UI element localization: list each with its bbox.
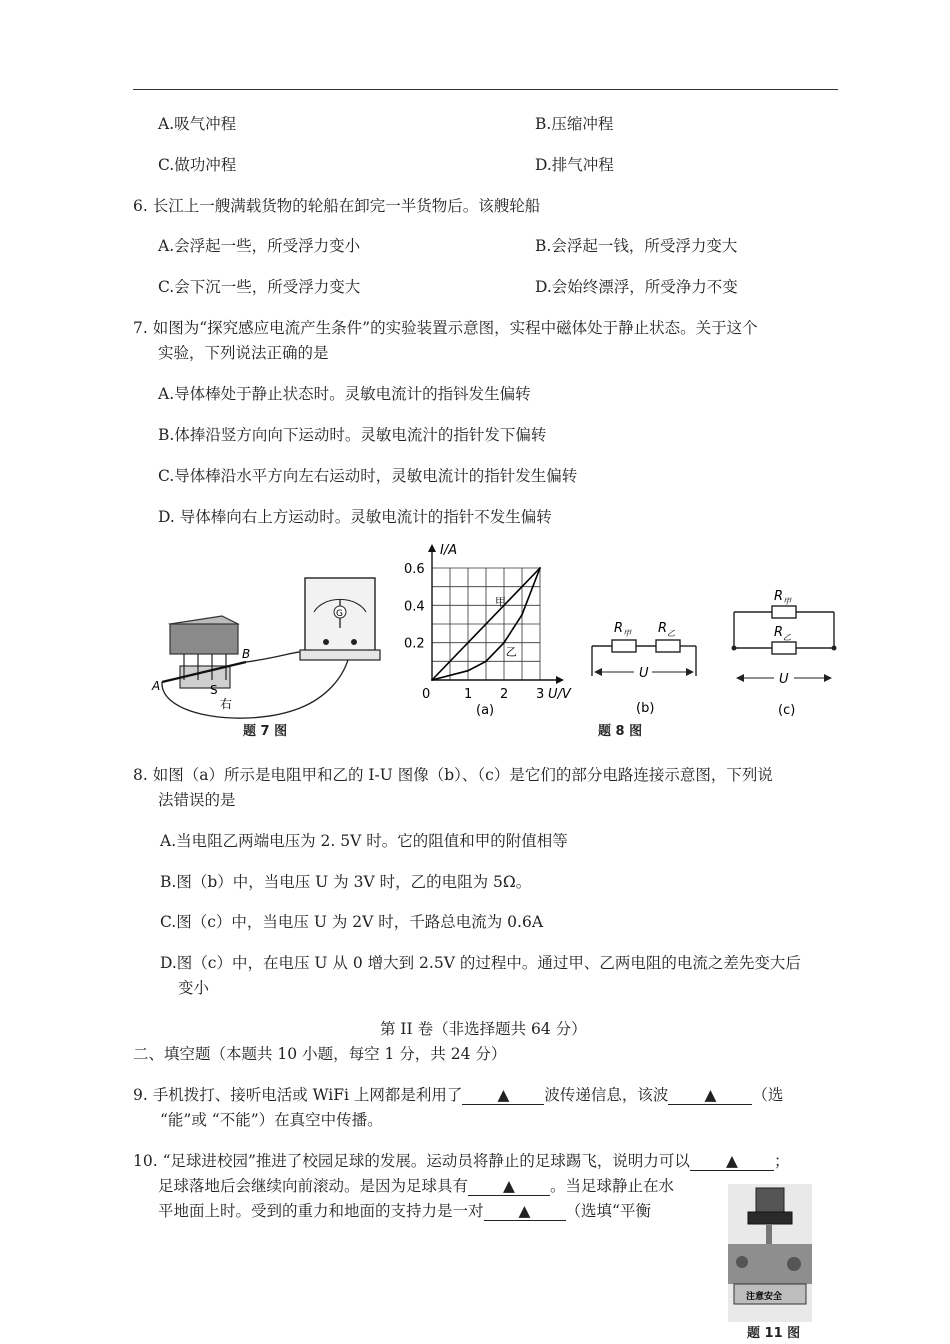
q6-option-a: A.会浮起一些，所受浮力变小 <box>158 237 361 255</box>
q9-line1: 9. 手机拨打、接听电活或 WiFi 上网都是利用了 ▲ 波传递信息，该波 ▲ （选 <box>133 1086 784 1104</box>
resistor-yi-parallel <box>772 642 796 654</box>
series-label-yi: 乙 <box>505 645 517 659</box>
q6-option-d: D.会始终漂浮，所受浄力不变 <box>535 278 738 296</box>
q7-option-b: B.体捧沿竖方向向下运动时。灵敏电流汁的指针发下偏转 <box>158 426 547 444</box>
svg-text:R甲: $R_甲$ <box>614 621 632 638</box>
x-tick-label: 1 <box>464 687 473 702</box>
q8-stem-line1: 8. 如图（a）所示是电阻甲和乙的 I-U 图像（b）、（c）是它们的部分电路连接示意图，下列说 <box>133 766 773 784</box>
q5-option-a: A.吸气冲程 <box>158 115 237 133</box>
q8-option-b: B.图（b）中，当电压 U 为 3V 时，乙的电阻为 5Ω。 <box>160 873 532 891</box>
q5-option-d: D.排气冲程 <box>535 156 614 174</box>
q7-option-c: C.导体棒沿水平方向左右运动时，灵敏电流计的指针发生偏转 <box>158 467 578 485</box>
chart-panel-label: (a) <box>476 703 495 718</box>
figure-11-photo <box>728 1184 812 1322</box>
figure-7 <box>150 568 390 744</box>
q5-option-b: B.压缩冲程 <box>535 115 614 133</box>
solar-panel-icon <box>756 1188 784 1212</box>
circuit-b-label: (b) <box>636 701 655 716</box>
q5-option-c: C.做功冲程 <box>158 156 237 174</box>
section-2-heading: 二、填空题（本题共 10 小题，每空 1 分，共 24 分） <box>133 1045 507 1063</box>
magnet-top-block <box>170 624 238 654</box>
voltage-label-b: U <box>639 666 649 681</box>
q10-line1: 10. “足球进校园”推进了校园足球的发展。运动员将静止的足球踢飞，说明力可以 ▲ ； <box>133 1152 790 1170</box>
y-axis-label: I/A <box>440 543 458 558</box>
figure-7-caption: 题 7 图 <box>243 724 288 739</box>
label-right: 右 <box>220 697 233 711</box>
data-point <box>485 660 487 662</box>
series-label-jia: 甲 <box>495 595 506 609</box>
y-tick-label: 0.4 <box>404 599 425 615</box>
voltage-label-c: U <box>779 672 789 687</box>
q6-stem: 6. 长江上一艘满载货物的轮船在卸完一半货物后。该艘轮船 <box>133 197 541 215</box>
q8-option-c: C.图（c）中，当电压 U 为 2V 时，千路总电流为 0.6A <box>160 913 544 931</box>
figure-8a-chart <box>400 540 590 720</box>
q10-blank-2[interactable]: ▲ <box>468 1177 550 1196</box>
q7-option-a: A.导体棒处于静止状态时。灵敏电流计的指钭发生偏转 <box>158 385 531 403</box>
q9-blank-2[interactable]: ▲ <box>668 1086 752 1105</box>
fig11-sign-text: 注意安全 <box>746 1292 783 1302</box>
x-axis-label: U/V <box>548 687 571 702</box>
section-2-title: 第 II 卷（非选择题共 64 分） <box>380 1020 587 1038</box>
figure-11-caption: 题 11 图 <box>747 1326 801 1341</box>
data-point <box>521 614 523 616</box>
q9-blank-1[interactable]: ▲ <box>462 1086 544 1105</box>
q10-blank-1[interactable]: ▲ <box>690 1152 774 1171</box>
x-tick-label: 3 <box>536 687 545 702</box>
x-axis-arrow <box>556 676 564 684</box>
y-tick-label: 0.2 <box>404 636 425 652</box>
q7-option-d: D. 导体棒向右上方运动时。灵敏电流计的指针不发生偏转 <box>158 508 552 526</box>
iu-chart-svg <box>400 540 590 720</box>
data-point <box>467 670 469 672</box>
figure-8b-circuit <box>588 612 706 722</box>
label-a: A <box>152 679 161 693</box>
data-point <box>539 567 541 569</box>
q6-option-b: B.会浮起一钱，所受浮力变大 <box>535 237 738 255</box>
q8-option-d-line1: D.图（c）中，在电压 U 从 0 增大到 2.5V 的过程中。通过甲、乙两电阻的电流之差先变大后 <box>160 954 801 972</box>
data-point <box>503 642 505 644</box>
q10-line2: 足球落地后会继续向前滚动。是因为足球具有 ▲ 。当足球静止在水 <box>158 1177 675 1195</box>
q10-line3: 平地面上时。受到的重力和地面的支持力是一对 ▲ （选填“平衡 <box>158 1202 651 1220</box>
circuit-c-label: (c) <box>778 703 796 718</box>
label-g: G <box>336 609 343 619</box>
figure-8c-circuit <box>728 586 840 722</box>
svg-text:R甲: $R_甲$ <box>774 589 792 606</box>
label-b: B <box>242 647 251 661</box>
warning-light-icon <box>748 1212 792 1224</box>
q10-blank-3[interactable]: ▲ <box>484 1202 566 1221</box>
resistor-yi <box>656 640 680 652</box>
data-point <box>431 679 433 681</box>
resistor-jia <box>612 640 636 652</box>
svg-text:R乙: $R_乙$ <box>774 625 792 642</box>
q7-stem-line1: 7. 如图为“探究感应电流产生条件”的实验装置示意图，实程中磁体处于静止状态。关于这个 <box>133 319 758 337</box>
y-tick-label: 0.6 <box>404 562 425 577</box>
q8-option-d-line2: 变小 <box>178 979 210 997</box>
q8-option-a: A.当电阻乙两端电压为 2. 5V 时。它的阻值和甲的附值相等 <box>160 832 568 850</box>
svg-text:R乙: $R_乙$ <box>658 621 676 638</box>
header-rule <box>133 89 838 90</box>
label-s: S <box>210 683 218 697</box>
q6-option-c: C.会下沉一些，所受浮力变大 <box>158 278 361 296</box>
figure-8-caption: 题 8 图 <box>598 724 643 739</box>
q7-stem-line2: 实验，下列说法正确的是 <box>158 344 329 362</box>
x-tick-label: 2 <box>500 687 509 702</box>
q8-stem-line2: 法错误的是 <box>158 791 236 809</box>
q9-line2: “能”或 “不能”）在真空中传播。 <box>160 1111 383 1129</box>
y-axis-arrow <box>428 544 436 552</box>
resistor-jia-parallel <box>772 606 796 618</box>
x-tick-label: 0 <box>422 687 431 702</box>
